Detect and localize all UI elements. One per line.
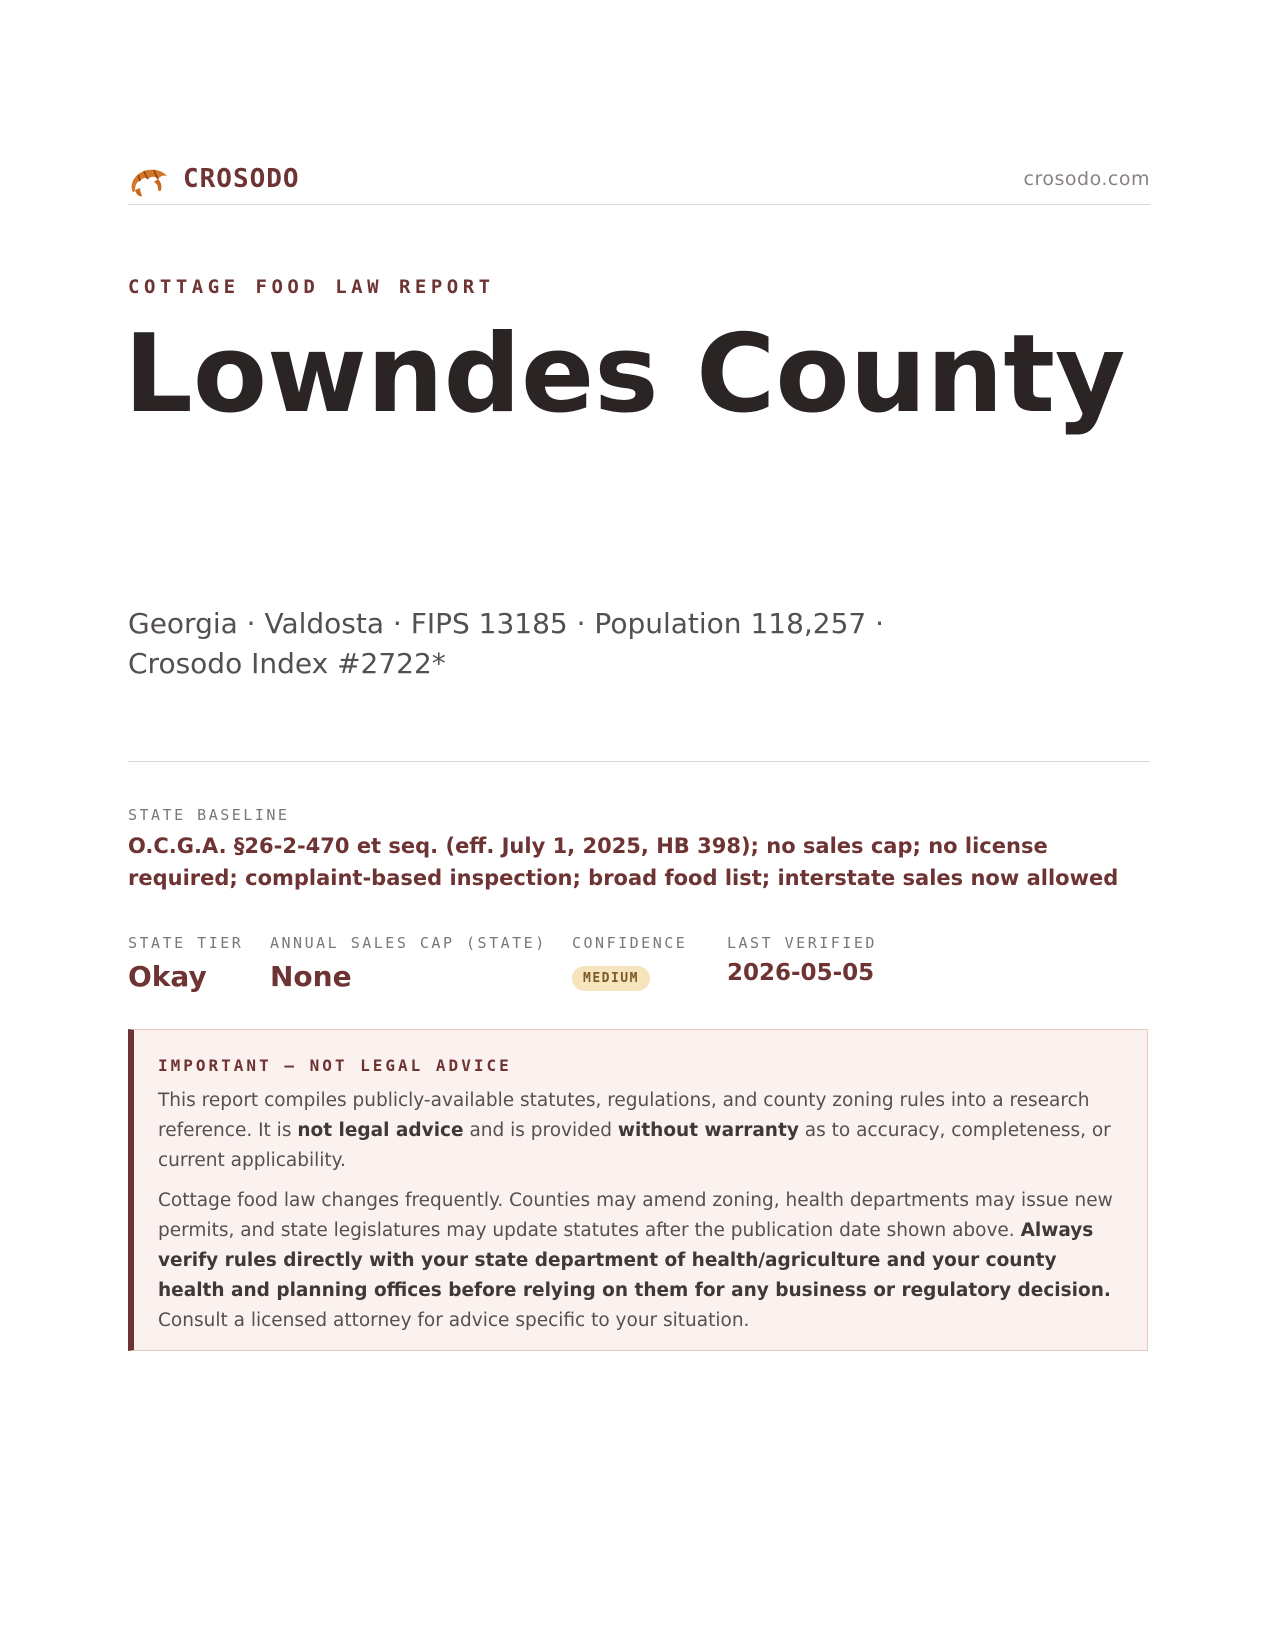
stat-label: STATE TIER [128, 934, 244, 952]
legal-notice [128, 1029, 1148, 1351]
stat-value: None [270, 960, 352, 993]
notice-emphasis: not legal advice [297, 1120, 464, 1141]
stat-confidence [572, 934, 687, 991]
header-divider [128, 204, 1150, 205]
county-meta-line: Crosodo Index #2722* [128, 647, 446, 680]
baseline-text: O.C.G.A. §26-2-470 et seq. (eff. July 1, 2025, HB 398); no sales cap; no license required; complaint-based inspection; broad food list; interstate sales now allowed [128, 834, 1119, 890]
notice-text: Consult a licensed attorney for advice specific to your situation. [158, 1310, 750, 1331]
county-meta [128, 604, 888, 684]
confidence-badge: MEDIUM [572, 966, 650, 991]
notice-body [158, 1086, 1118, 1346]
header [128, 156, 1150, 204]
baseline-label: STATE BASELINE [128, 806, 290, 824]
section-divider [128, 761, 1150, 762]
notice-text: Cottage food law changes frequently. Counties may amend zoning, health departments may issue new permits, and state legislatures may update statutes after the publication date shown above. [158, 1190, 1113, 1241]
notice-text: This report compiles publicly-available statutes, regulations, and county zoning rules into a research reference. It is [158, 1090, 1090, 1141]
croissant-icon [128, 160, 170, 202]
notice-title: IMPORTANT — NOT LEGAL ADVICE [158, 1056, 512, 1075]
site-url[interactable]: crosodo.com [1023, 168, 1150, 190]
stat-label: ANNUAL SALES CAP (STATE) [270, 934, 547, 952]
stat-value: Okay [128, 960, 207, 993]
notice-paragraph [158, 1086, 1118, 1176]
notice-text: as to accuracy, completeness, or current applicability. [158, 1120, 1111, 1171]
notice-emphasis: without warranty [617, 1120, 799, 1141]
stat-sales-cap [270, 934, 547, 993]
report-eyebrow: COTTAGE FOOD LAW REPORT [128, 276, 495, 298]
page-title: Lowndes County [124, 312, 1126, 437]
county-meta-line: Georgia · Valdosta · FIPS 13185 · Population 118,257 · [128, 607, 885, 640]
notice-text: and is provided [463, 1120, 618, 1141]
brand-name: CROSODO [183, 164, 300, 194]
stat-last-verified [727, 934, 877, 986]
stat-state-tier [128, 934, 243, 993]
notice-paragraph [158, 1186, 1118, 1336]
notice-emphasis: Always verify rules directly with your state department of health/agriculture and your county health and planning offices before relying on them for any business or regulatory decision. [158, 1220, 1111, 1301]
stat-label: LAST VERIFIED [727, 934, 877, 952]
stat-label: CONFIDENCE [572, 934, 688, 952]
stat-value: 2026-05-05 [727, 960, 875, 986]
